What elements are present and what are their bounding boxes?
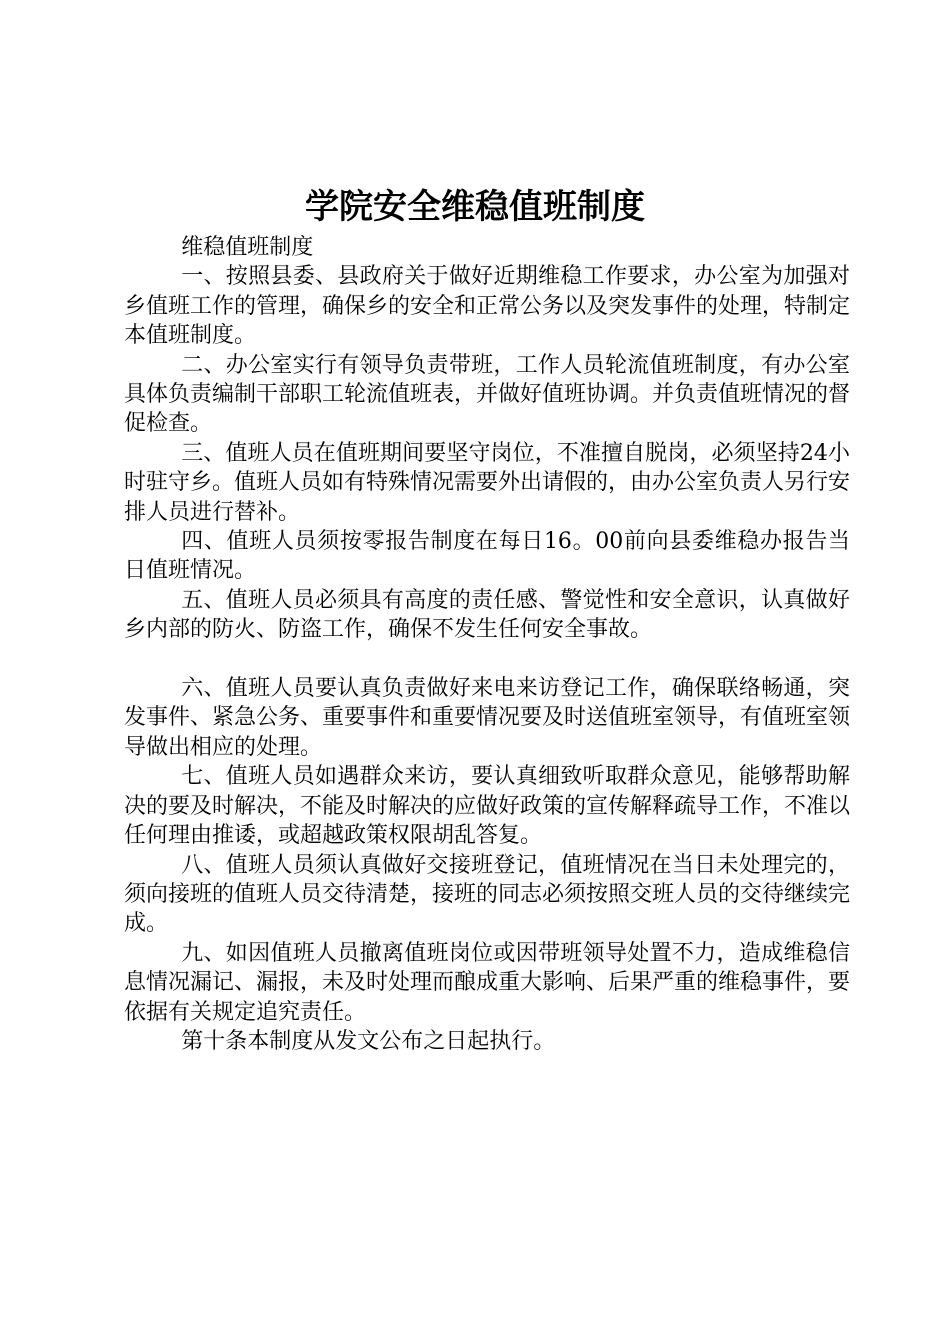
document-title: 学院安全维稳值班制度 (305, 187, 645, 227)
clause-6: 六、值班人员要认真负责做好来电来访登记工作，确保联络畅通，突发事件、紧急公务、重要事件和重要情况要及时送值班室领导，有值班室领导做出相应的处理。 (124, 676, 851, 760)
clause-8: 八、值班人员须认真做好交接班登记，值班情况在当日未处理完的，须向接班的值班人员交待清楚，接班的同志必须按照交班人员的交待继续完成。 (124, 852, 851, 937)
clause-5: 五、值班人员必须具有高度的责任感、警觉性和安全意识，认真做好乡内部的防火、防盗工作，确保不发生任何安全事故。 (124, 587, 850, 643)
clause-3: 三、值班人员在值班期间要坚守岗位，不准擅自脱岗，必须坚持24小时驻守乡。值班人员如有特殊情况需要外出请假的，由办公室负责人另行安排人员进行替补。 (124, 440, 851, 525)
section-heading: 维稳值班制度 (181, 235, 314, 260)
clause-10: 第十条本制度从发文公布之日起执行。 (181, 1028, 556, 1054)
clause-7: 七、值班人员如遇群众来访，要认真细致听取群众意见，能够帮助解决的要及时解决，不能及时解决的应做好政策的宣传解释疏导工作，不准以任何理由推诿，或超越政策权限胡乱答复。 (124, 764, 851, 849)
clause-4: 四、值班人员须按零报告制度在每日16。00前向县委维稳办报告当日值班情况。 (124, 529, 850, 584)
clause-1: 一、按照县委、县政府关于做好近期维稳工作要求，办公室为加强对乡值班工作的管理，确保乡的安全和正常公务以及突发事件的处理，特制定本值班制度。 (124, 264, 851, 349)
clause-2: 二、办公室实行有领导负责带班，工作人员轮流值班制度，有办公室具体负责编制干部职工轮流值班表，并做好值班协调。并负责值班情况的督促检查。 (124, 352, 851, 437)
clause-9: 九、如因值班人员撤离值班岗位或因带班领导处置不力，造成维稳信息情况漏记、漏报，未及时处理而酿成重大影响、后果严重的维稳事件，要依据有关规定追究责任。 (124, 940, 851, 1025)
document-body (124, 233, 850, 1056)
